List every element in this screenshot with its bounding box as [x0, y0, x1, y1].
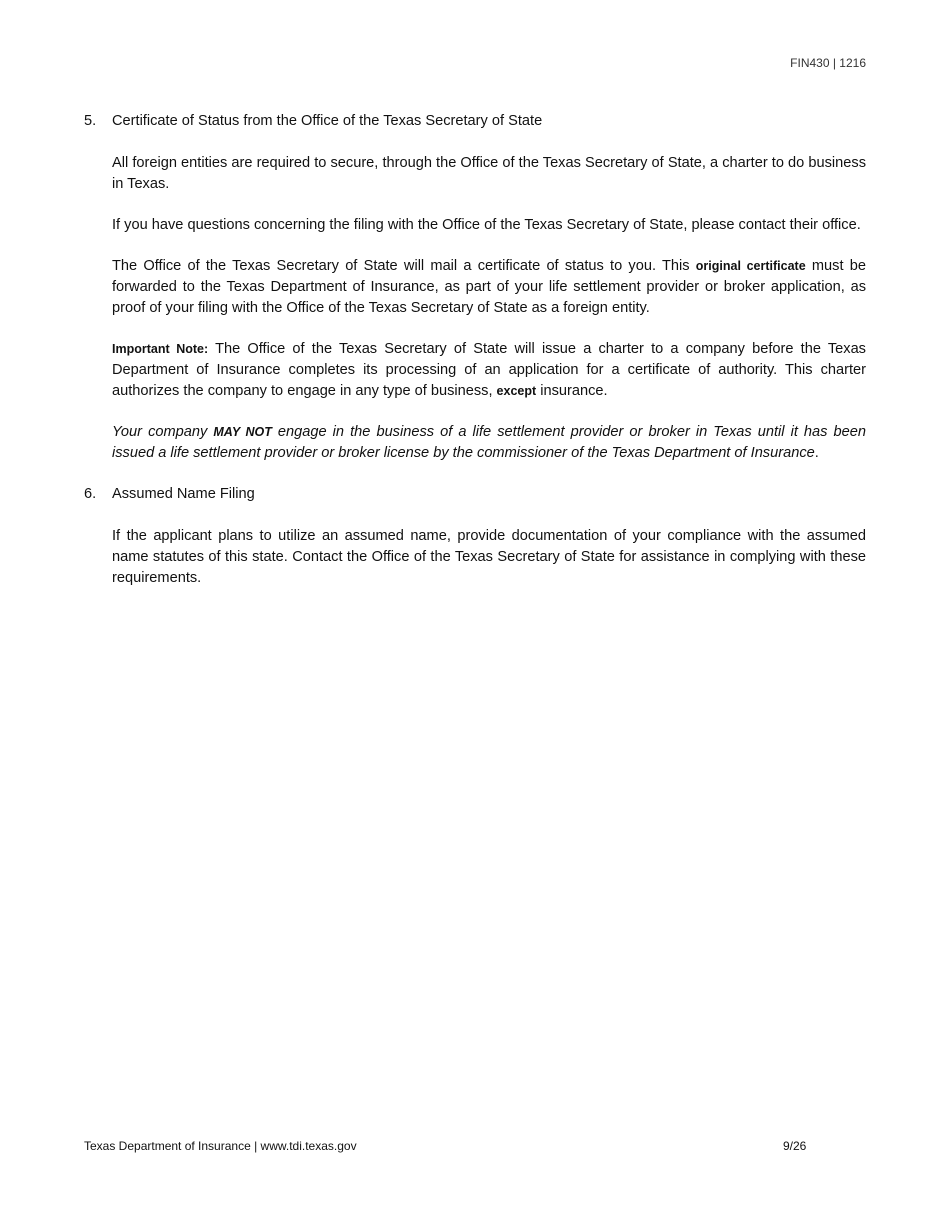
- except-emphasis: except: [496, 384, 537, 398]
- footer-agency: Texas Department of Insurance | www.tdi.texas.gov: [84, 1139, 357, 1153]
- important-note: [112, 339, 866, 402]
- section-6-title: Assumed Name Filing: [112, 486, 255, 502]
- form-code: FIN430 | 1216: [790, 56, 866, 70]
- may-not-emphasis: MAY NOT: [213, 425, 272, 439]
- section-5-paragraph-1: All foreign entities are required to secure, through the Office of the Texas Secretary of State, a charter to do business in Texas.: [112, 155, 866, 192]
- page-number: 9/26: [783, 1139, 807, 1153]
- paragraph-3-text-b: must be forwarded to the Texas Department of Insurance, as part of your life settlement provider or broker application, as proof of your filing with the Office of the Texas Secretary of State as a foreign entity.: [112, 258, 866, 316]
- section-5-title: Certificate of Status from the Office of the Texas Secretary of State: [112, 113, 543, 129]
- paragraph-3-text-a: The Office of the Texas Secretary of State will mail a certificate of status to you. This: [112, 258, 696, 274]
- important-note-label: Important Note:: [112, 342, 209, 356]
- warning-period: .: [814, 445, 819, 461]
- section-6-heading: [84, 484, 866, 505]
- section-5-warning: [112, 422, 866, 464]
- important-note-text-a: The Office of the Texas Secretary of State will issue a charter to a company before the Texas Department of Insurance completes its processing of an application for a certificate of authority. This charter authorizes the company to engage in any type of business,: [112, 341, 866, 399]
- section-6-number: 6.: [84, 486, 97, 502]
- document-body: [84, 111, 866, 589]
- section-6-paragraph-1: If the applicant plans to utilize an assumed name, provide documentation of your compliance with the assumed name statutes of this state. Contact the Office of the Texas Secretary of State for assistance in complying with these requirements.: [112, 528, 866, 586]
- section-5-number: 5.: [84, 113, 97, 129]
- section-5-paragraph-3: [112, 256, 866, 319]
- warning-text-a: Your company: [112, 424, 214, 440]
- warning-text-b: engage in the business of a life settlement provider or broker in Texas until it has been issued a life settlement provider or broker license by the commissioner of the Texas Department of Insurance: [112, 424, 866, 461]
- section-5-paragraph-2: If you have questions concerning the filing with the Office of the Texas Secretary of State, please contact their office.: [112, 217, 861, 233]
- section-5-heading: [84, 111, 866, 132]
- original-certificate-emphasis: original certificate: [695, 259, 806, 273]
- important-note-text-b: insurance.: [536, 383, 608, 399]
